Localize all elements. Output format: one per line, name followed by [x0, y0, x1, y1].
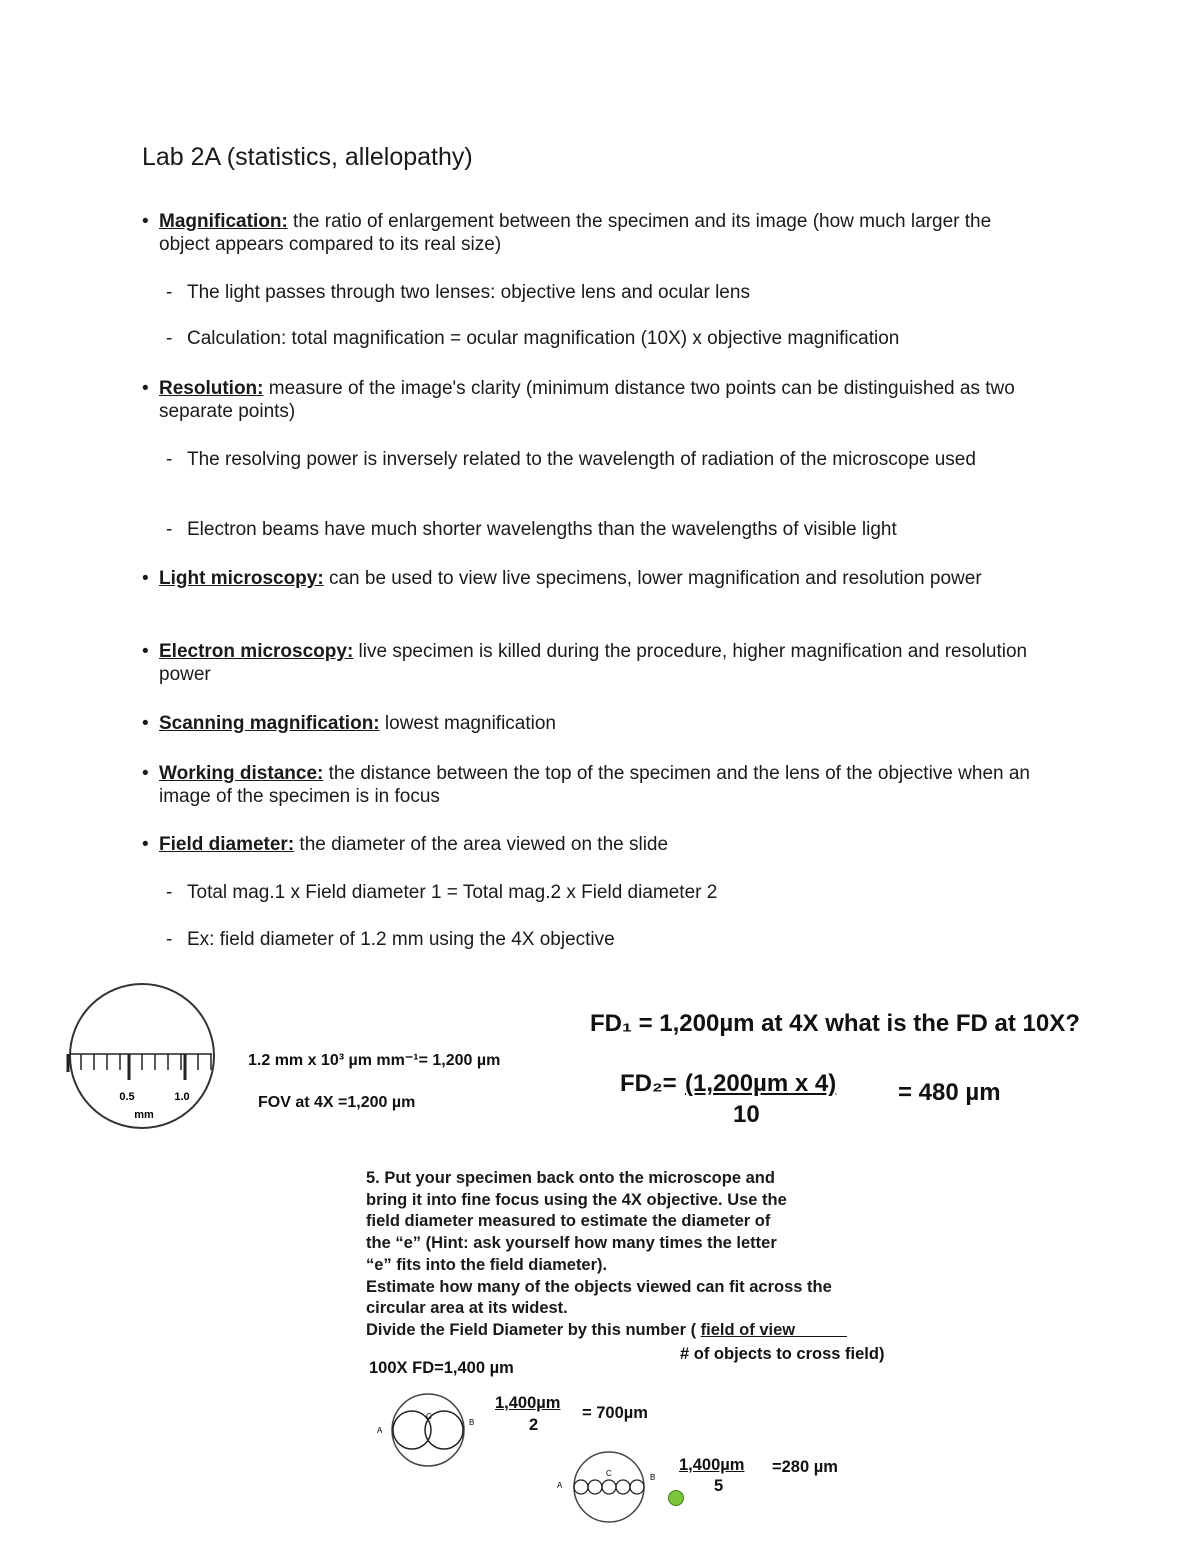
green-marker-dot: [668, 1490, 684, 1506]
term-light-microscopy: Light microscopy:: [159, 568, 324, 589]
two-objects-circle-diagram: [370, 1392, 480, 1472]
question-5: [366, 1168, 886, 1342]
five-objects-circle-diagram: [552, 1450, 667, 1530]
term-working-distance: Working distance:: [159, 763, 324, 784]
ex1-result: = 700µm: [582, 1404, 648, 1422]
def-resolution: measure of the image's clarity (minimum distance two points can be distinguished as two separate points): [159, 378, 1015, 422]
scale-ticks: [68, 1054, 211, 1080]
q5-line: “e” fits into the field diameter).: [366, 1255, 608, 1274]
q5-divide-line: Divide the Field Diameter by this number ( field of view: [366, 1320, 886, 1342]
bullet-dot: •: [142, 211, 149, 232]
sub-field-formula: - Total mag.1 x Field diameter 1 = Total mag.2 x Field diameter 2: [166, 882, 718, 903]
q5-line: bring it into fine focus using the 4X objective. Use the: [366, 1190, 787, 1209]
sub-resolution-electron: - Electron beams have much shorter wavelengths than the wavelengths of visible light: [166, 519, 897, 540]
term-electron-microscopy: Electron microscopy:: [159, 641, 354, 662]
fov-text: FOV at 4X =1,200 µm: [258, 1094, 416, 1111]
ex1-numerator: 1,400µm: [495, 1394, 561, 1412]
fd2-denominator: 10: [733, 1101, 760, 1128]
page-title: Lab 2A (statistics, allelopathy): [142, 143, 473, 171]
scale-label-half: 0.5: [119, 1091, 135, 1103]
sub-resolution-wavelength: - The resolving power is inversely related to the wavelength of radiation of the microscope used: [166, 449, 976, 470]
label-b: B: [650, 1473, 656, 1482]
fd1-question: FD₁ = 1,200µm at 4X what is the FD at 10X?: [590, 1010, 1080, 1037]
term-resolution: Resolution:: [159, 378, 264, 399]
fd2-numerator: (1,200µm x 4): [685, 1070, 837, 1097]
scale-label-one: 1.0: [174, 1091, 190, 1103]
q5-line: the “e” (Hint: ask yourself how many times the letter: [366, 1234, 777, 1253]
sub-magnification-lenses: - The light passes through two lenses: objective lens and ocular lens: [166, 282, 750, 303]
field-of-view-scale-diagram: [60, 980, 230, 1135]
term-magnification: Magnification:: [159, 211, 288, 232]
ex1-denominator: 2: [529, 1416, 539, 1434]
q5-line: Estimate how many of the objects viewed can fit across the: [366, 1277, 832, 1296]
label-a: A: [377, 1426, 383, 1435]
label-c: C: [606, 1469, 612, 1478]
divide-denominator: # of objects to cross field): [680, 1345, 885, 1363]
fd2-result: = 480 µm: [898, 1079, 1001, 1106]
divide-numerator: field of view: [700, 1320, 796, 1339]
bullet-light-microscopy: • Light microscopy: can be used to view live specimens, lower magnification and resolution power: [142, 568, 982, 589]
bullet-working-distance: • Working distance: the distance between the top of the specimen and the lens of the objective when an image of the specimen is in focus: [142, 763, 1030, 807]
label-a: A: [557, 1481, 563, 1490]
bullet-electron-microscopy: • Electron microscopy: live specimen is killed during the procedure, higher magnification and resolution power: [142, 641, 1028, 685]
bullet-scanning-magnification: • Scanning magnification: lowest magnification: [142, 713, 556, 734]
term-field-diameter: Field diameter:: [159, 834, 295, 855]
q5-line: 5. Put your specimen back onto the microscope and: [366, 1169, 775, 1187]
fd2-label: FD₂=: [620, 1070, 677, 1097]
ex2-numerator: 1,400µm: [679, 1456, 745, 1474]
label-b: B: [469, 1418, 475, 1427]
ex2-denominator: 5: [714, 1477, 724, 1495]
scale-label-unit: mm: [134, 1109, 154, 1121]
q5-line: circular area at its widest.: [366, 1299, 568, 1318]
fd-100x-text: 100X FD=1,400 µm: [369, 1359, 514, 1377]
q5-line: field diameter measured to estimate the diameter of: [366, 1212, 771, 1231]
sub-magnification-calculation: - Calculation: total magnification = ocular magnification (10X) x objective magnification: [166, 328, 900, 349]
conversion-text: 1.2 mm x 10³ µm mm⁻¹= 1,200 µm: [248, 1052, 501, 1069]
term-scanning-magnification: Scanning magnification:: [159, 713, 380, 734]
sub-field-example: - Ex: field diameter of 1.2 mm using the 4X objective: [166, 929, 615, 950]
label-c: C: [426, 1412, 432, 1421]
def-magnification: the ratio of enlargement between the specimen and its image (how much larger the object appears compared to its real size): [159, 211, 992, 255]
ex2-result: =280 µm: [772, 1458, 838, 1476]
bullet-resolution: • Resolution: measure of the image's clarity (minimum distance two points can be distinguished as two separate points): [142, 378, 1015, 422]
bullet-magnification: [142, 210, 1039, 256]
bullet-field-diameter: • Field diameter: the diameter of the area viewed on the slide: [142, 834, 669, 855]
